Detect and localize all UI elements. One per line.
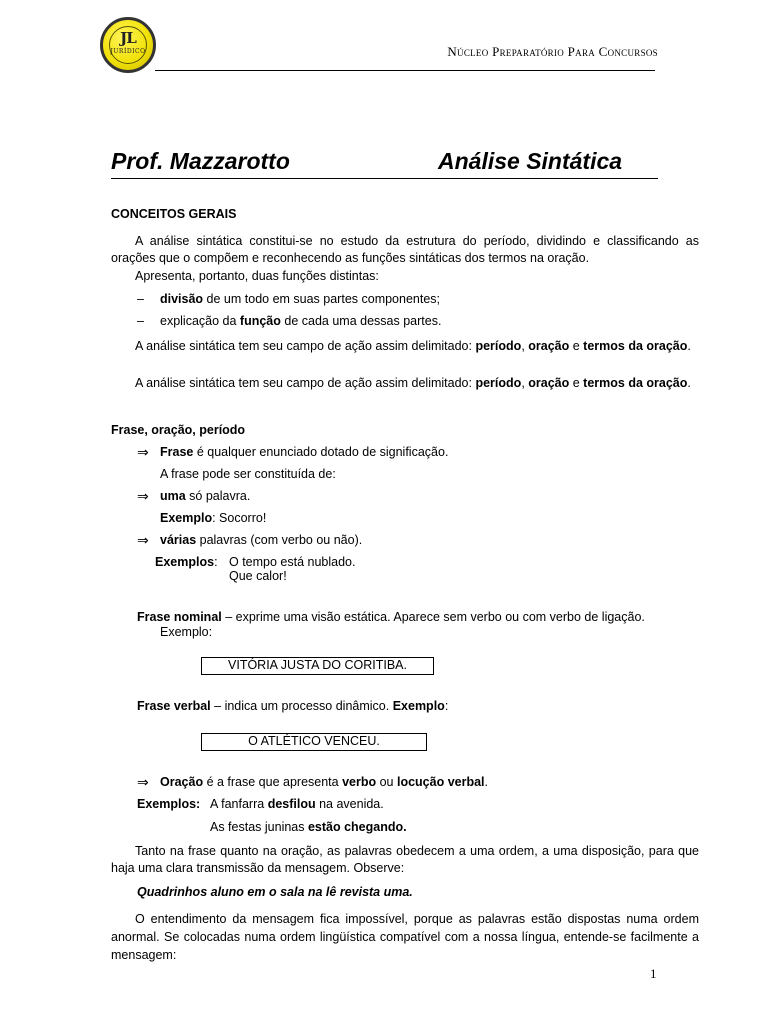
text-run: ,: [521, 376, 529, 390]
item-text: de cada uma dessas partes.: [280, 314, 442, 328]
text-run: palavras (com verbo ou não).: [196, 533, 363, 547]
text-run: ou: [376, 775, 397, 789]
title-divider: [111, 178, 658, 179]
text-run: A fanfarra: [210, 797, 268, 811]
term-oracao: oração: [528, 376, 570, 390]
author-title: Prof. Mazzarotto: [111, 148, 290, 174]
label-exemplo: Exemplo: [392, 699, 445, 713]
logo-monogram: JL: [120, 29, 136, 47]
text-run: .: [687, 339, 691, 353]
section-heading-conceitos: CONCEITOS GERAIS: [111, 207, 237, 221]
text-run: A análise sintática tem seu campo de ação assim delimitado:: [135, 376, 476, 390]
scrambled-example: Quadrinhos aluno em o sala na lê revista uma.: [137, 885, 413, 899]
term-termos: termos da oração: [583, 339, 688, 353]
example-festas: [210, 820, 407, 834]
frase-nominal-paragraph: [137, 609, 699, 625]
text-run: é qualquer enunciado dotado de significação.: [193, 445, 449, 459]
text-run: e: [569, 376, 584, 390]
exemplo-line-1: O tempo está nublado.: [229, 555, 356, 569]
text-run: ,: [521, 339, 529, 353]
term-uma: uma: [160, 489, 186, 503]
text-run: e: [569, 339, 584, 353]
logo: [100, 17, 156, 73]
header-title: Núcleo Preparatório Para Concursos: [447, 44, 658, 59]
text-run: : Socorro!: [212, 511, 267, 525]
text-run: na avenida.: [315, 797, 384, 811]
text-run: A análise sintática tem seu campo de ação assim delimitado:: [135, 339, 476, 353]
tanto-paragraph: Tanto na frase quanto na oração, as palavras obedecem a uma ordem, a uma disposição, para que haja uma clara transmissão da mensagem. Observe:: [111, 844, 699, 875]
text-run: .: [484, 775, 489, 789]
presents-paragraph: Apresenta, portanto, duas funções distintas:: [135, 269, 379, 283]
item-text: de um todo em suas partes componentes;: [203, 292, 441, 306]
term-periodo: período: [475, 376, 522, 390]
uma-palavra: [160, 489, 250, 503]
term-periodo: período: [475, 339, 522, 353]
section-heading-frase: Frase, oração, período: [111, 423, 246, 437]
item-text: explicação da: [160, 314, 240, 328]
subject-title: Análise Sintática: [438, 148, 623, 174]
term-frase-verbal: Frase verbal: [137, 699, 211, 713]
term-funcao: função: [239, 314, 281, 328]
exemplos-label: [155, 555, 218, 569]
term-oracao: Oração: [160, 775, 204, 789]
varias-palavras: [160, 533, 362, 547]
nominal-exemplo: Exemplo:: [160, 625, 213, 639]
term-verbo: verbo: [342, 775, 377, 789]
text-run: – exprime uma visão estática. Aparece sem verbo ou com verbo de ligação.: [221, 610, 645, 624]
term-estao-chegando: estão chegando.: [307, 820, 407, 834]
intro-paragraph: A análise sintática constitui-se no estudo da estrutura do período, dividindo e classificando as orações que o compõem e reconhecendo as funções sintáticas dos termos na oração.: [111, 234, 699, 265]
label-exemplos: Exemplos: [155, 555, 215, 569]
header-divider: [155, 70, 655, 71]
term-varias: várias: [160, 533, 197, 547]
field-paragraph-repeat: [111, 375, 699, 392]
example-box-nominal: VITÓRIA JUSTA DO CORITIBA.: [201, 657, 434, 675]
exemplo-line-2: Que calor!: [229, 569, 287, 583]
constituida-text: A frase pode ser constituída de:: [160, 467, 336, 481]
term-frase: Frase: [160, 445, 194, 459]
term-frase-nominal: Frase nominal: [137, 610, 222, 624]
arrow-icon: ⇒: [137, 775, 149, 791]
page-number: 1: [650, 966, 657, 981]
text-run: é a frase que apresenta: [203, 775, 343, 789]
frase-verbal-paragraph: [137, 699, 448, 713]
exemplo-socorro: [160, 511, 266, 525]
list-item-divisao: [160, 292, 440, 306]
frase-definition: [160, 445, 448, 459]
term-oracao: oração: [528, 339, 570, 353]
arrow-icon: ⇒: [137, 533, 149, 549]
entendimento-paragraph: O entendimento da mensagem fica impossível, porque as palavras estão dispostas numa ordem anormal. Se colocadas numa ordem lingüística compatível com a nossa língua, entende-se facilmente a mensagem:: [111, 912, 699, 962]
text-run: .: [687, 376, 691, 390]
exemplos-label-2: Exemplos:: [137, 797, 201, 811]
label-exemplo: Exemplo: [160, 511, 213, 525]
text-run: :: [444, 699, 449, 713]
dash-bullet: –: [137, 314, 144, 328]
text-run: :: [214, 555, 218, 569]
logo-subtext: JURÍDICO: [110, 48, 146, 55]
term-desfilou: desfilou: [267, 797, 316, 811]
term-termos: termos da oração: [583, 376, 688, 390]
oracao-definition: [160, 775, 488, 789]
dash-bullet: –: [137, 292, 144, 306]
term-locucao-verbal: locução verbal: [396, 775, 485, 789]
text-run: – indica um processo dinâmico.: [210, 699, 393, 713]
example-fanfarra: [210, 797, 384, 811]
arrow-icon: ⇒: [137, 445, 149, 461]
list-item-funcao: [160, 314, 441, 328]
arrow-icon: ⇒: [137, 489, 149, 505]
text-run: As festas juninas: [210, 820, 308, 834]
term-divisao: divisão: [160, 292, 204, 306]
field-paragraph: [111, 338, 699, 355]
example-box-verbal: O ATLÉTICO VENCEU.: [201, 733, 427, 751]
text-run: só palavra.: [185, 489, 251, 503]
